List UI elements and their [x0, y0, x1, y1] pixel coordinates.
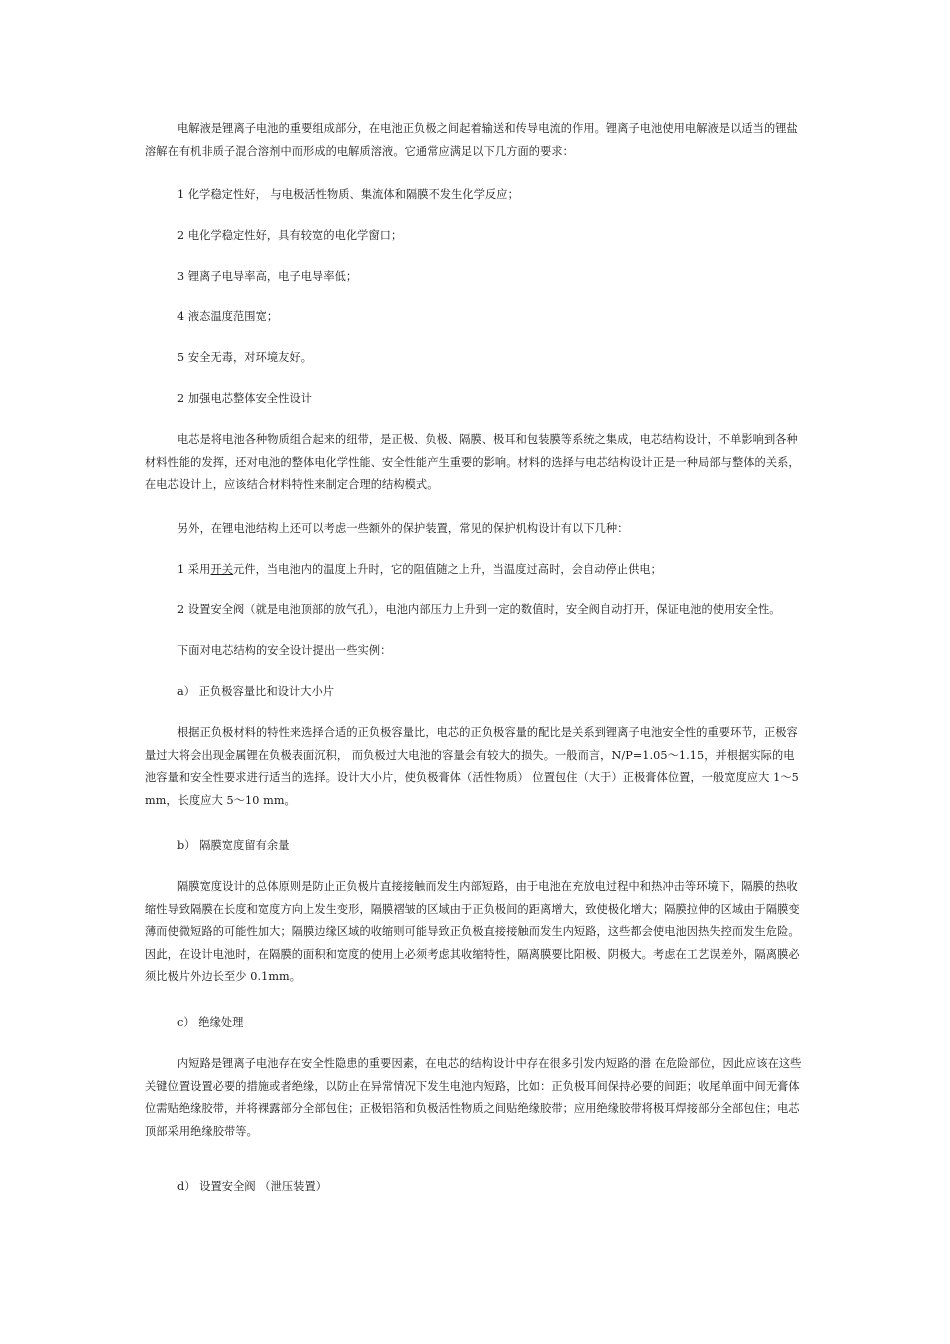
requirement-item-4: 4 液态温度范围宽；	[177, 310, 279, 323]
protection-item-1-prefix: 1 采用	[177, 563, 211, 576]
subheading-b: b） 隔膜宽度留有余量	[177, 839, 290, 852]
paragraph-protection-intro: 另外，在锂电池结构上还可以考虑一些额外的保护装置，常见的保护机构设计有以下几种：	[177, 522, 629, 535]
switch-link[interactable]: 开关	[210, 563, 234, 576]
subheading-d: d） 设置安全阀 （泄压装置）	[177, 1180, 328, 1193]
requirement-item-1: 1 化学稳定性好， 与电极活性物质、集流体和隔膜不发生化学反应；	[177, 188, 519, 201]
paragraph-insulation: 内短路是锂离子电池存在安全性隐患的重要因素，在电芯的结构设计中存在很多引发内短路的潜 在危险部位，因此应该在这些关键位置设置必要的措施或者绝缘，以防止在异常情况下发生电池内短路，比如：正负极耳间保持必要的间距；收尾单面中间无膏体位需贴绝缘胶带，并将裸露部分全部包住；正极铝箔和负极活性物质之间贴绝缘胶带；应用绝缘胶带将极耳焊接部分全部包住；电芯顶部采用绝缘胶带等。	[145, 1057, 802, 1138]
paragraph-examples-intro: 下面对电芯结构的安全设计提出一些实例：	[177, 644, 392, 657]
paragraph-electrolyte-intro: 电解液是锂离子电池的重要组成部分，在电池正负极之间起着输送和传导电流的作用。锂离子电池使用电解液是以适当的锂盐溶解在有机非质子混合溶剂中而形成的电解质溶液。它通常应满足以下几方面的要求：	[145, 122, 798, 158]
paragraph-separator-width: 隔膜宽度设计的总体原则是防止正负极片直接接触而发生内部短路，由于电池在充放电过程中和热冲击等环境下，隔膜的热收缩性导致隔膜在长度和宽度方向上发生变形，隔膜褶皱的区域由于正负极间的距离增大，致使极化增大；隔膜拉伸的区域由于隔膜变薄而使微短路的可能性加大；隔膜边缘区域的收缩则可能导致正负极直接接触而发生内短路，这些都会使电池因热失控而发生危险。因此，在设计电池时，在隔膜的面积和宽度的使用上必须考虑其收缩特性，隔离膜要比阳极、阴极大。考虑在工艺误差外，隔离膜必须比极片外边长至少 0.1mm。	[145, 880, 800, 983]
requirement-item-3: 3 锂离子电导率高，电子电导率低；	[177, 270, 358, 283]
subheading-c: c） 绝缘处理	[177, 1016, 244, 1029]
protection-item-1-suffix: 元件，当电池内的温度上升时，它的阻值随之上升，当温度过高时，会自动停止供电；	[233, 563, 662, 576]
protection-item-1	[177, 559, 807, 582]
paragraph-cell-design: 电芯是将电池各种物质组合起来的纽带，是正极、负极、隔膜、极耳和包装膜等系统之集成，电芯结构设计，不单影响到各种材料性能的发挥，还对电池的整体电化学性能、安全性能产生重要的影响。材料的选择与电芯结构设计正是一种局部与整体的关系，在电芯设计上，应该结合材料特性来制定合理的结构模式。	[145, 433, 800, 491]
protection-item-2: 2 设置安全阀（就是电池顶部的放气孔），电池内部压力上升到一定的数值时，安全阀自动打开，保证电池的使用安全性。	[177, 603, 781, 616]
paragraph-capacity-ratio: 根据正负极材料的特性来选择合适的正负极容量比，电芯的正负极容量的配比是关系到锂离子电池安全性的重要环节，正极容量过大将会出现金属锂在负极表面沉积， 而负极过大电池的容量会有较大的损失。一般而言，N/P=1.05～1.15，并根据实际的电池容量和安全性要求进行适当的选择。设计大小片，使负极膏体（活性物质） 位置包住（大于）正极膏体位置，一般宽度应大 1～5 mm，长度应大 5～10 mm。	[145, 726, 799, 807]
requirement-item-2: 2 电化学稳定性好，具有较宽的电化学窗口；	[177, 229, 403, 242]
section-heading-2: 2 加强电芯整体安全性设计	[177, 392, 313, 405]
requirement-item-5: 5 安全无毒，对环境友好。	[177, 351, 313, 364]
subheading-a: a） 正负极容量比和设计大小片	[177, 685, 335, 698]
